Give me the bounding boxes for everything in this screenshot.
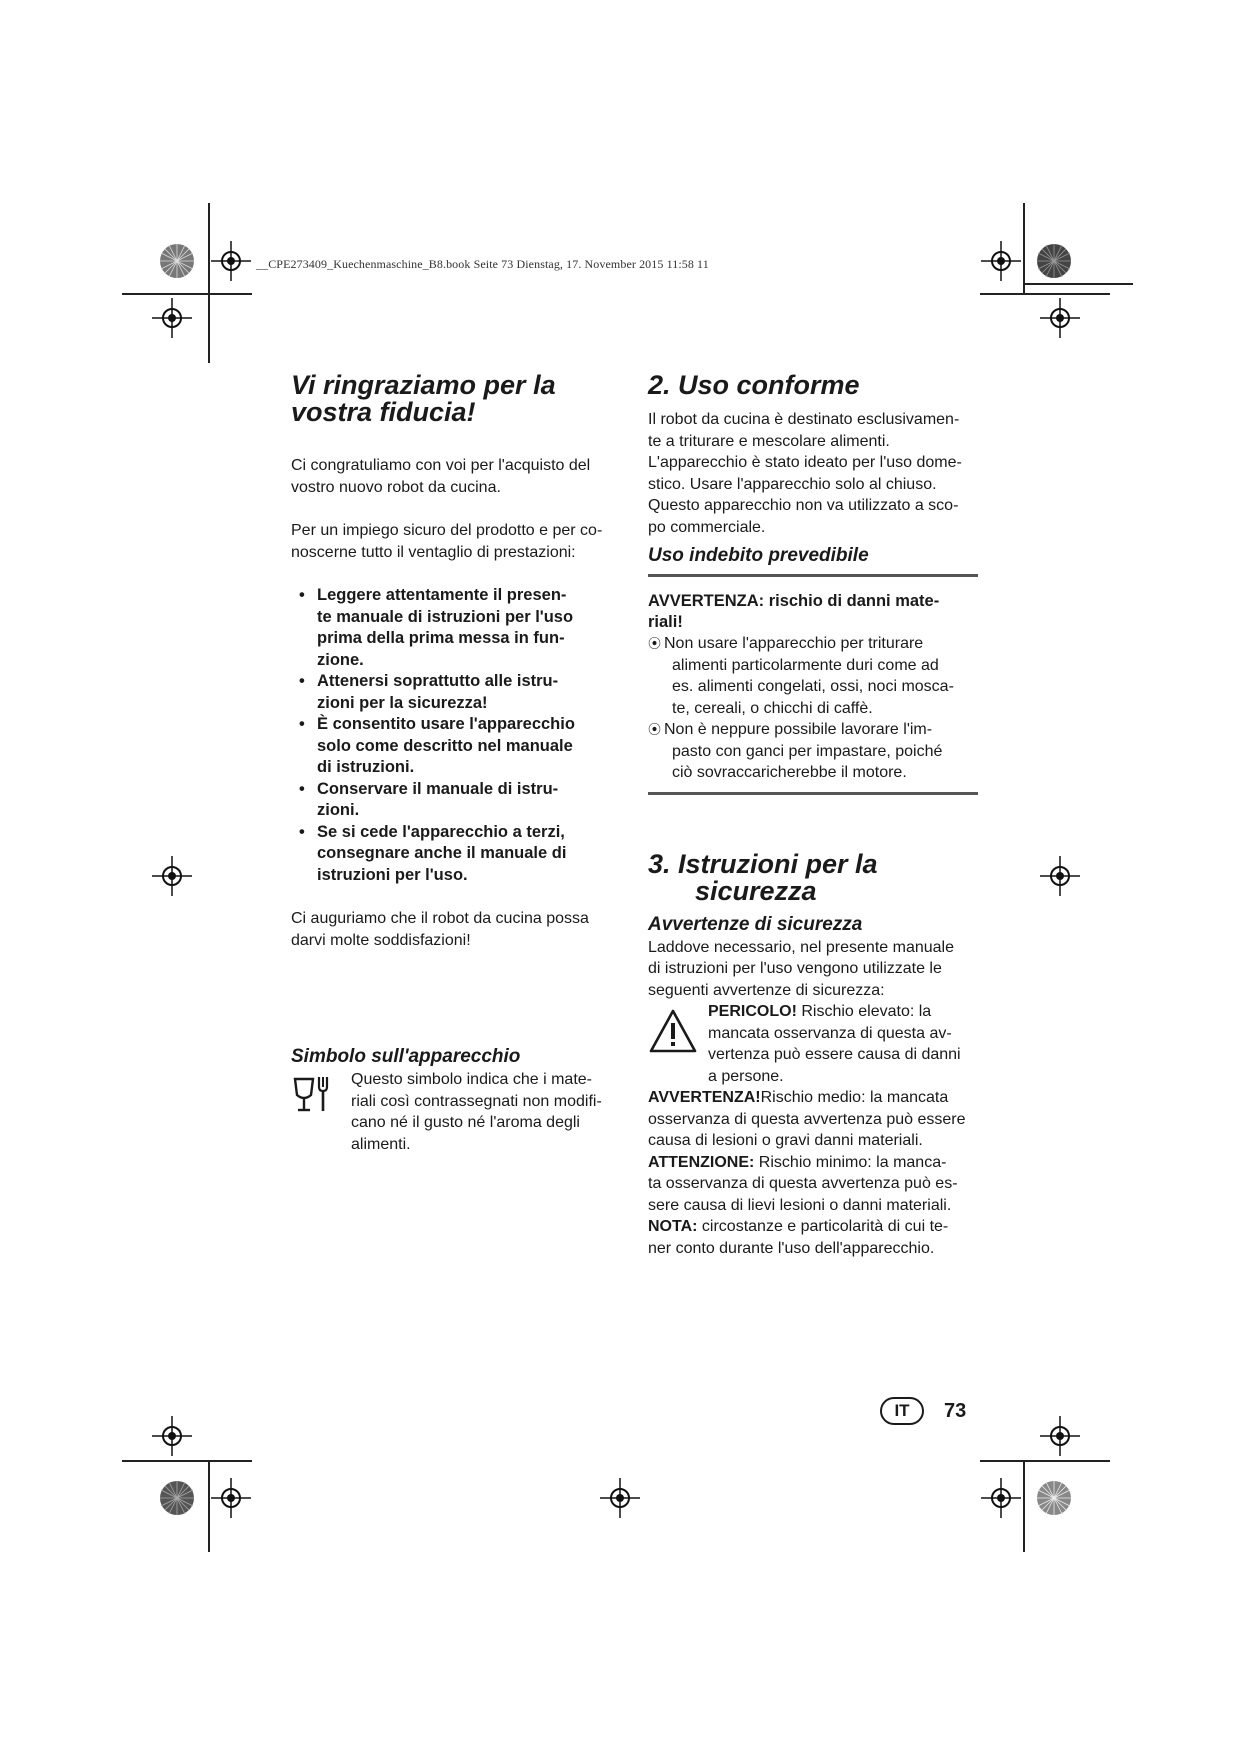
text-line: Questo simbolo indica che i mate- [351, 1071, 592, 1088]
text-line: zioni per la sicurezza! [317, 693, 488, 712]
list-item [648, 719, 978, 784]
thanks-title [291, 372, 621, 426]
intended-use-paragraph [648, 409, 978, 538]
list-item [291, 585, 621, 671]
list-item [648, 633, 978, 719]
bullet-icon: • [299, 822, 305, 841]
nota-label: NOTA: [648, 1218, 698, 1235]
page-footer [880, 1397, 966, 1425]
text-line: te, cereali, o chicchi di caffè. [672, 699, 873, 717]
lead-paragraph [291, 520, 621, 563]
registration-mark-icon [152, 856, 192, 896]
crop-line [208, 203, 210, 293]
text-line: consegnare anche il manuale di [317, 844, 567, 862]
text-line: seguenti avvertenze di sicurezza: [648, 981, 885, 999]
symbol-heading: Simbolo sull'apparecchio [291, 1046, 521, 1067]
danger-description [708, 1001, 961, 1087]
text-line: ner conto durante l'uso dell'apparecchio. [648, 1239, 935, 1257]
target-bullet-icon: ⦿ [648, 722, 662, 737]
registration-mark-icon [152, 1416, 192, 1456]
registration-mark-icon [981, 241, 1021, 281]
text-line: vertenza può essere causa di danni [708, 1046, 961, 1063]
crop-line [1023, 283, 1133, 285]
text-line: circostanze e particolarità di cui te- [697, 1218, 949, 1235]
list-item [291, 714, 621, 779]
text-line: Se si cede l'apparecchio a terzi, [317, 822, 565, 841]
text-line: stico. Usare l'apparecchio solo al chiuso. [648, 475, 937, 493]
text-line: Non è neppure possibile lavorare l'im- [664, 721, 933, 738]
danger-label: PERICOLO! [708, 1003, 797, 1020]
text-line: zione. [317, 650, 364, 669]
crop-line [1023, 203, 1025, 293]
text-line: Attenersi soprattutto alle istru- [317, 672, 559, 690]
text-line: prima della prima messa in fun- [317, 629, 565, 647]
bullet-icon: • [299, 672, 305, 690]
registration-mark-icon [1040, 1416, 1080, 1456]
registration-mark-icon [211, 1478, 251, 1518]
text-line: mancata osservanza di questa av- [708, 1024, 952, 1042]
list-item [291, 671, 621, 714]
title-line: Vi ringraziamo per la [291, 370, 556, 400]
crop-line [980, 293, 1110, 295]
registration-mark-icon [600, 1478, 640, 1518]
attenzione-paragraph [648, 1152, 978, 1217]
text-line: po commerciale. [648, 518, 766, 536]
bullet-icon: • [299, 715, 305, 733]
text-line: Conservare il manuale di istru- [317, 779, 559, 798]
crop-line [122, 1460, 252, 1462]
registration-mark-icon [1040, 856, 1080, 896]
text-line: te a triturare e mescolare alimenti. [648, 432, 890, 450]
list-item [291, 779, 621, 822]
page-number: 73 [944, 1399, 967, 1422]
text-line: solo come descritto nel manuale [317, 736, 573, 755]
text-line: istruzioni per l'uso. [317, 865, 468, 884]
text-line: te manuale di istruzioni per l'uso [317, 607, 574, 626]
title-line: sicurezza [695, 875, 817, 906]
text-line: alimenti. [351, 1135, 411, 1153]
food-safe-symbol-block [291, 1069, 621, 1155]
text-line: L'apparecchio è stato ideato per l'uso dome- [648, 454, 962, 471]
color-rosette-icon [159, 243, 195, 279]
food-safe-glass-fork-icon [291, 1073, 335, 1117]
target-bullet-icon: ⦿ [648, 636, 662, 651]
text-line: a persone. [708, 1067, 784, 1085]
right-column [648, 372, 978, 1259]
title-line: vostra fiducia! [291, 397, 476, 427]
text-line: Ci auguriamo che il robot da cucina possa [291, 910, 589, 927]
text-line: es. alimenti congelati, ossi, noci mosca- [672, 678, 954, 695]
text-line: ciò sovraccaricherebbe il motore. [672, 764, 907, 781]
symbol-description [351, 1069, 602, 1155]
text-line: Non usare l'apparecchio per triturare [664, 635, 924, 652]
text-line: causa di lesioni o gravi danni materiali. [648, 1132, 923, 1149]
warning-triangle-icon [648, 1007, 698, 1055]
section-3-title [648, 848, 978, 906]
item-text [664, 633, 954, 719]
text-line: Rischio minimo: la manca- [754, 1153, 947, 1171]
title-line: 3. Istruzioni per la [648, 848, 878, 879]
text-line: osservanza di questa avvertenza può essere [648, 1110, 966, 1128]
section-2-title: 2. Uso conforme [648, 370, 860, 400]
language-badge: IT [880, 1397, 924, 1425]
crop-line [1023, 1460, 1025, 1552]
text-line: Questo apparecchio non va utilizzato a sco- [648, 497, 959, 514]
text-line: Rischio medio: la mancata [760, 1089, 949, 1106]
intro-paragraph [291, 455, 621, 498]
attenzione-label: ATTENZIONE: [648, 1153, 755, 1171]
text-line: riali così contrassegnati non modifi- [351, 1092, 602, 1110]
closing-paragraph [291, 908, 621, 951]
crop-line [208, 293, 210, 363]
text-line: Leggere attentamente il presen- [317, 586, 567, 604]
print-header: __CPE273409_Kuechenmaschine_B8.book Seite 73 Dienstag, 17. November 2015 11:58 11 [256, 257, 709, 271]
crop-line [980, 1460, 1110, 1462]
text-line: alimenti particolarmente duri come ad [672, 656, 939, 674]
color-rosette-icon [1036, 243, 1072, 279]
text-line: AVVERTENZA: rischio di danni mate- [648, 592, 940, 610]
text-line: Ci congratuliamo con voi per l'acquisto del [291, 457, 591, 474]
text-line: riali! [648, 613, 683, 631]
registration-mark-icon [1040, 298, 1080, 338]
registration-mark-icon [981, 1478, 1021, 1518]
text-line: di istruzioni. [317, 758, 415, 776]
bullet-icon: • [299, 779, 305, 798]
safety-intro-paragraph [648, 937, 978, 1002]
text-line: Il robot da cucina è destinato esclusivamen- [648, 411, 960, 428]
crop-line [208, 1460, 210, 1552]
material-damage-warning-heading [648, 591, 978, 633]
color-rosette-icon [1036, 1480, 1072, 1516]
left-column [291, 372, 621, 1155]
safety-bullet-list [291, 585, 621, 886]
avvertenza-label: AVVERTENZA! [648, 1089, 761, 1106]
text-line: sere causa di lievi lesioni o danni materiali. [648, 1196, 952, 1214]
text-line: pasto con ganci per impastare, poiché [672, 742, 943, 760]
text-line: È consentito usare l'apparecchio [317, 715, 575, 733]
color-rosette-icon [159, 1480, 195, 1516]
text-line: Rischio elevato: la [796, 1003, 932, 1020]
text-line: cano né il gusto né l'aroma degli [351, 1114, 580, 1131]
text-line: ta osservanza di questa avvertenza può es- [648, 1175, 958, 1192]
nota-paragraph [648, 1216, 978, 1259]
item-text [664, 719, 942, 784]
avvertenza-paragraph [648, 1087, 978, 1152]
divider [648, 792, 978, 795]
safety-heading: Avvertenze di sicurezza [648, 913, 863, 935]
registration-mark-icon [211, 241, 251, 281]
text-line: darvi molte soddisfazioni! [291, 931, 471, 949]
list-item [291, 822, 621, 887]
registration-mark-icon [152, 298, 192, 338]
bullet-icon: • [299, 586, 305, 604]
danger-block [648, 1001, 978, 1087]
misuse-heading: Uso indebito prevedibile [648, 545, 869, 566]
text-line: vostro nuovo robot da cucina. [291, 478, 501, 496]
text-line: di istruzioni per l'uso vengono utilizzate le [648, 960, 942, 977]
crop-line [122, 293, 252, 295]
text-line: Laddove necessario, nel presente manuale [648, 938, 954, 956]
text-line: Per un impiego sicuro del prodotto e per co- [291, 522, 603, 539]
divider [648, 574, 978, 577]
text-line: noscerne tutto il ventaglio di prestazioni: [291, 543, 576, 561]
text-line: zioni. [317, 801, 360, 819]
